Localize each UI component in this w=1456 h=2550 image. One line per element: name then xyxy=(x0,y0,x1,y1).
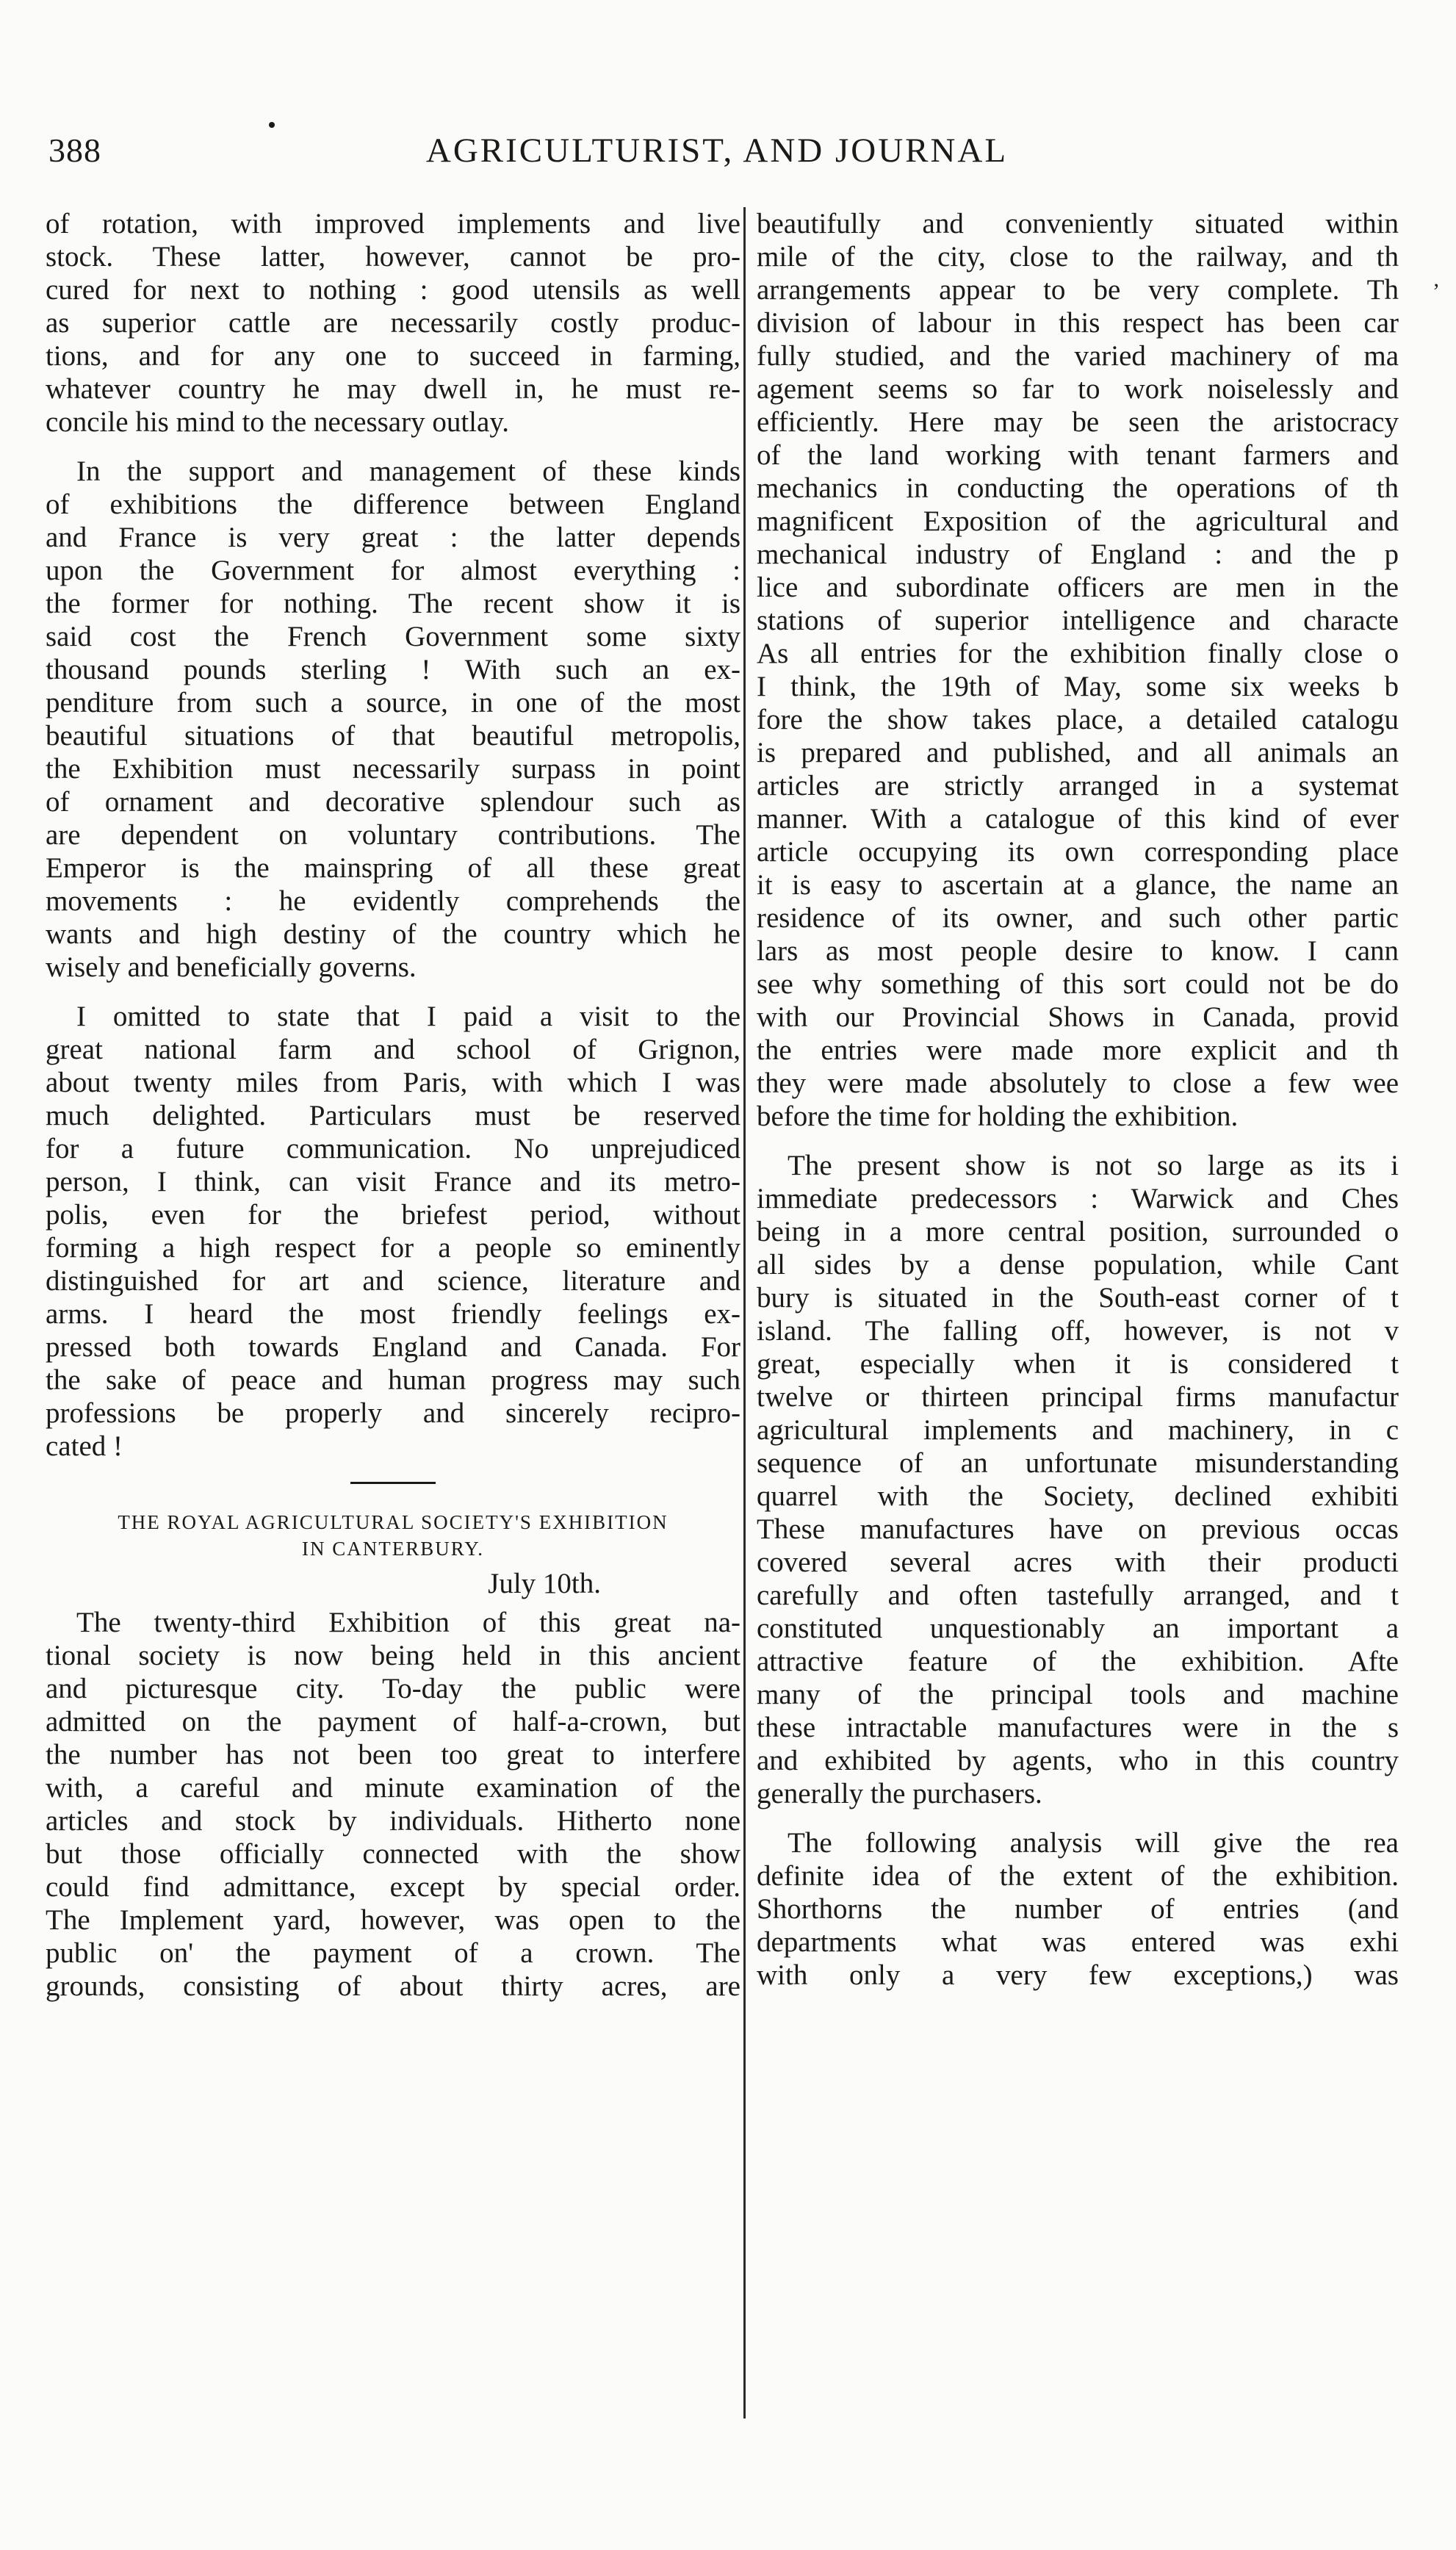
text-line: efficiently. Here may be seen the aristocracy xyxy=(757,406,1399,438)
text-line: tional society is now being held in this ancient xyxy=(46,1640,740,1671)
text-line: stock. These latter, however, cannot be pro- xyxy=(46,241,740,273)
text-line: great, especially when it is considered t xyxy=(757,1348,1399,1380)
paragraph-grignon-visit xyxy=(46,1000,740,1463)
section-title: THE ROYAL AGRICULTURAL SOCIETY'S EXHIBITION xyxy=(118,1511,668,1533)
text-line: definite idea of the extent of the exhibition. xyxy=(757,1860,1399,1892)
text-line: beautiful situations of that beautiful metropolis, xyxy=(46,720,740,752)
text-line: cured for next to nothing : good utensils as well xyxy=(46,274,740,306)
margin-mark: ’ xyxy=(1432,279,1440,303)
text-line: The following analysis will give the rea xyxy=(788,1827,1399,1859)
text-line: as superior cattle are necessarily costly produc- xyxy=(46,307,740,339)
text-line: departments what was entered was exhi xyxy=(757,1926,1399,1958)
text-line: agement seems so far to work noiselessly and xyxy=(757,373,1399,405)
text-line: of ornament and decorative splendour such as xyxy=(46,786,740,818)
text-line: generally the purchasers. xyxy=(757,1778,1042,1809)
text-line: person, I think, can visit France and its metro- xyxy=(46,1166,740,1197)
text-line: many of the principal tools and machine xyxy=(757,1679,1399,1710)
text-line: but those officially connected with the show xyxy=(46,1838,740,1870)
text-line: of the land working with tenant farmers and xyxy=(757,439,1399,471)
text-line: I think, the 19th of May, some six weeks b xyxy=(757,671,1399,702)
text-line: the sake of peace and human progress may such xyxy=(46,1364,740,1396)
text-line: before the time for holding the exhibition. xyxy=(757,1101,1239,1132)
text-line: mechanical industry of England : and the p xyxy=(757,539,1399,570)
column-rule xyxy=(743,207,746,2418)
running-title: AGRICULTURIST, AND JOURNAL xyxy=(425,132,1009,170)
text-line: forming a high respect for a people so eminently xyxy=(46,1232,740,1264)
section-subtitle: IN CANTERBURY. xyxy=(301,1538,485,1560)
paragraph-present-show xyxy=(757,1149,1399,1810)
text-line: tions, and for any one to succeed in farming, xyxy=(46,340,740,372)
text-line: cated ! xyxy=(46,1430,123,1462)
text-line: sequence of an unfortunate misunderstanding xyxy=(757,1447,1399,1479)
text-line: could find admittance, except by special order. xyxy=(46,1871,740,1903)
text-line: residence of its owner, and such other partic xyxy=(757,902,1399,934)
text-line: of rotation, with improved implements and live xyxy=(46,208,740,239)
text-line: it is easy to ascertain at a glance, the name an xyxy=(757,869,1399,901)
text-line: As all entries for the exhibition finally close o xyxy=(757,638,1399,669)
text-line: the number has not been too great to interfere xyxy=(46,1739,740,1771)
text-line: bury is situated in the South-east corner of t xyxy=(757,1282,1399,1314)
text-line: Emperor is the mainspring of all these great xyxy=(46,852,740,884)
text-line: all sides by a dense population, while Cant xyxy=(757,1249,1399,1281)
text-line: twelve or thirteen principal firms manufactur xyxy=(757,1381,1399,1413)
text-line: professions be properly and sincerely recipro- xyxy=(46,1397,740,1429)
text-line: whatever country he may dwell in, he must re- xyxy=(46,373,740,405)
text-line: manner. With a catalogue of this kind of ever xyxy=(757,803,1399,835)
text-line: are dependent on voluntary contributions. The xyxy=(46,819,740,851)
text-line: the entries were made more explicit and th xyxy=(757,1034,1399,1066)
text-line: arrangements appear to be very complete. Th xyxy=(757,274,1399,306)
text-line: public on' the payment of a crown. The xyxy=(46,1937,740,1969)
text-line: and exhibited by agents, who in this country xyxy=(757,1745,1399,1776)
text-line: grounds, consisting of about thirty acres, are xyxy=(46,1970,740,2002)
text-line: with our Provincial Shows in Canada, provid xyxy=(757,1001,1399,1033)
paragraph-exhibitions-support xyxy=(46,455,740,984)
text-line: wants and high destiny of the country which he xyxy=(46,918,740,950)
text-line: magnificent Exposition of the agricultural and xyxy=(757,505,1399,537)
paragraph-rotation xyxy=(46,207,740,439)
text-line: the former for nothing. The recent show it is xyxy=(46,588,740,619)
text-line: and picturesque city. To-day the public were xyxy=(46,1673,740,1704)
text-line: lice and subordinate officers are men in the xyxy=(757,572,1399,603)
text-line: and France is very great : the latter depends xyxy=(46,522,740,553)
text-line: division of labour in this respect has been car xyxy=(757,307,1399,339)
text-line: said cost the French Government some sixty xyxy=(46,621,740,652)
text-line: great national farm and school of Grignon, xyxy=(46,1034,740,1065)
text-line: is prepared and published, and all animals an xyxy=(757,737,1399,768)
paragraph-analysis xyxy=(757,1826,1399,1992)
text-line: beautifully and conveniently situated within xyxy=(757,208,1399,239)
text-line: covered several acres with their producti xyxy=(757,1546,1399,1578)
text-line: lars as most people desire to know. I cann xyxy=(757,935,1399,967)
text-line: with, a careful and minute examination of the xyxy=(46,1772,740,1804)
text-line: mile of the city, close to the railway, and th xyxy=(757,241,1399,273)
text-line: In the support and management of these kinds xyxy=(76,455,740,487)
text-line: being in a more central position, surrounded o xyxy=(757,1216,1399,1247)
text-line: penditure from such a source, in one of the most xyxy=(46,687,740,718)
section-separator xyxy=(350,1482,436,1484)
text-line: for a future communication. No unprejudiced xyxy=(46,1133,740,1164)
text-line: polis, even for the briefest period, without xyxy=(46,1199,740,1231)
section-date: July 10th. xyxy=(488,1568,601,1599)
text-line: The Implement yard, however, was open to the xyxy=(46,1904,740,1936)
text-line: thousand pounds sterling ! With such an ex- xyxy=(46,654,740,685)
text-line: upon the Government for almost everything : xyxy=(46,555,740,586)
text-line: movements : he evidently comprehends the xyxy=(46,885,740,917)
text-line: fully studied, and the varied machinery of ma xyxy=(757,340,1399,372)
text-line: Shorthorns the number of entries (and xyxy=(757,1893,1399,1925)
left-column xyxy=(46,207,740,2003)
text-line: agricultural implements and machinery, in c xyxy=(757,1414,1399,1446)
text-line: they were made absolutely to close a few wee xyxy=(757,1067,1399,1099)
text-line: fore the show takes place, a detailed catalogu xyxy=(757,704,1399,735)
text-line: arms. I heard the most friendly feelings ex- xyxy=(46,1298,740,1330)
text-line: constituted unquestionably an important a xyxy=(757,1613,1399,1644)
right-column xyxy=(757,207,1399,1992)
paragraph-canterbury-exhibition xyxy=(46,1606,740,2003)
text-line: pressed both towards England and Canada. For xyxy=(46,1331,740,1363)
page-number: 388 xyxy=(48,132,101,169)
text-line: articles and stock by individuals. Hitherto none xyxy=(46,1805,740,1837)
text-line: these intractable manufactures were in the s xyxy=(757,1712,1399,1743)
text-line: articles are strictly arranged in a systemat xyxy=(757,770,1399,802)
ink-speck xyxy=(269,122,275,128)
text-line: much delighted. Particulars must be reserved xyxy=(46,1100,740,1131)
text-line: wisely and beneficially governs. xyxy=(46,951,417,983)
text-line: stations of superior intelligence and characte xyxy=(757,605,1399,636)
text-line: article occupying its own corresponding place xyxy=(757,836,1399,868)
text-line: mechanics in conducting the operations of th xyxy=(757,472,1399,504)
text-line: island. The falling off, however, is not v xyxy=(757,1315,1399,1347)
text-line: admitted on the payment of half-a-crown, but xyxy=(46,1706,740,1737)
text-line: attractive feature of the exhibition. Afte xyxy=(757,1646,1399,1677)
text-line: These manufactures have on previous occas xyxy=(757,1513,1399,1545)
text-line: the Exhibition must necessarily surpass in point xyxy=(46,753,740,785)
text-line: immediate predecessors : Warwick and Ches xyxy=(757,1183,1399,1214)
text-line: with only a very few exceptions,) was xyxy=(757,1959,1399,1991)
text-line: see why something of this sort could not be do xyxy=(757,968,1399,1000)
text-line: I omitted to state that I paid a visit to the xyxy=(76,1001,740,1032)
text-line: about twenty miles from Paris, with which I was xyxy=(46,1067,740,1098)
text-line: quarrel with the Society, declined exhibiti xyxy=(757,1480,1399,1512)
text-line: distinguished for art and science, literature and xyxy=(46,1265,740,1297)
page-header xyxy=(48,131,1385,190)
text-line: carefully and often tastefully arranged, and t xyxy=(757,1580,1399,1611)
text-line: concile his mind to the necessary outlay. xyxy=(46,406,510,438)
text-line: The twenty-third Exhibition of this great na- xyxy=(76,1607,740,1638)
text-line: of exhibitions the difference between England xyxy=(46,489,740,520)
paragraph-grounds-arrangement xyxy=(757,207,1399,1133)
text-line: The present show is not so large as its i xyxy=(788,1150,1399,1181)
